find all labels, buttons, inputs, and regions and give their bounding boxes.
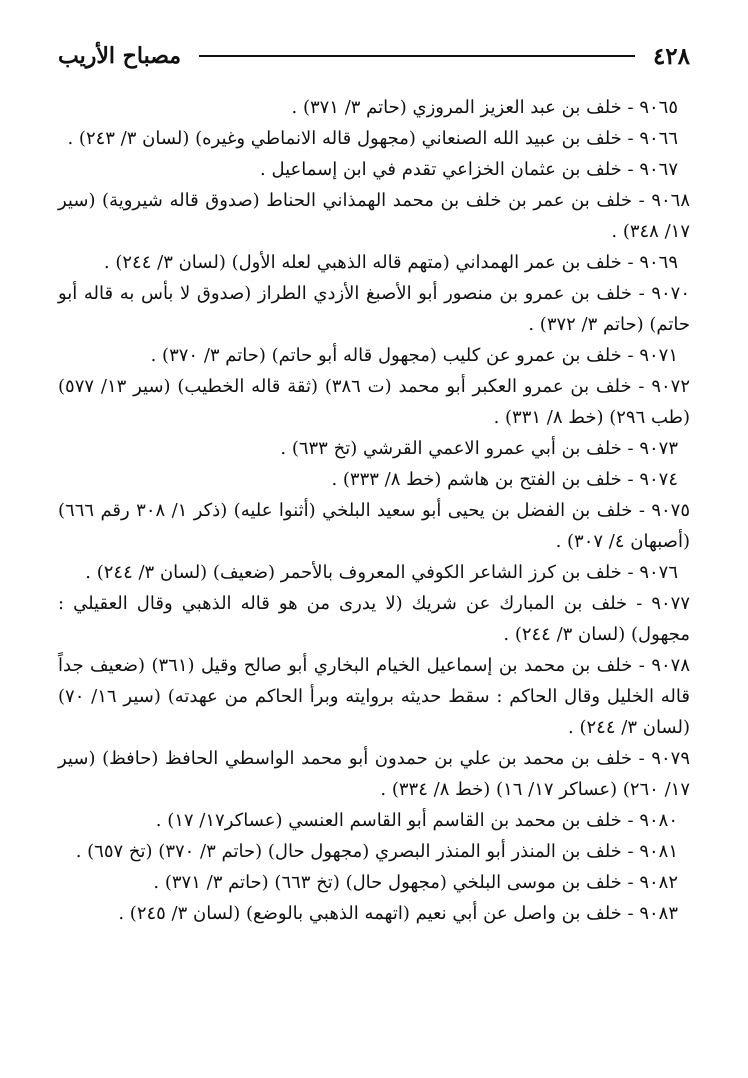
entry-9078: ٩٠٧٨ - خلف بن محمد بن إسماعيل الخيام البخاري أبو صالح وقيل (٣٦١) (ضعيف جداً قاله الخليل وقال الحاكم : سقط حديثه بروايته وبرأ الحاكم من عهدته) (سير ١٦/ ٧٠) (لسان ٣/ ٢٤٤) . xyxy=(58,655,690,738)
entry-9082: ٩٠٨٢ - خلف بن موسى البلخي (مجهول حال) (تخ ٦٦٣) (حاتم ٣/ ٣٧١) . xyxy=(153,872,678,893)
page-number: ٤٢٨ xyxy=(652,42,690,70)
entry-9077: ٩٠٧٧ - خلف بن المبارك عن شريك (لا يدرى من هو قاله الذهبي وقال العقيلي : مجهول) (لسان ٣/ ٢٤٤) . xyxy=(58,593,690,645)
entry-9070: ٩٠٧٠ - خلف بن عمرو بن منصور أبو الأصبغ الأزدي الطراز (صدوق لا بأس به قاله أبو حاتم) (حاتم ٣/ ٣٧٢) . xyxy=(58,283,690,335)
entry-9076: ٩٠٧٦ - خلف بن كرز الشاعر الكوفي المعروف بالأحمر (ضعيف) (لسان ٣/ ٢٤٤) . xyxy=(85,562,678,583)
entry-9073: ٩٠٧٣ - خلف بن أبي عمرو الاعمي القرشي (تخ ٦٣٣) . xyxy=(280,438,678,459)
entry-9068: ٩٠٦٨ - خلف بن عمر بن خلف بن محمد الهمذاني الحناط (صدوق قاله شيروية) (سير ١٧/ ٣٤٨) . xyxy=(58,190,690,242)
entry-9080: ٩٠٨٠ - خلف بن محمد بن القاسم أبو القاسم العنسي (عساكر١٧/ ١٧) . xyxy=(155,810,678,831)
entry-9074: ٩٠٧٤ - خلف بن الفتح بن هاشم (خط ٨/ ٣٣٣) . xyxy=(331,469,678,490)
entry-9075: ٩٠٧٥ - خلف بن الفضل بن يحيى أبو سعيد البلخي (أثنوا عليه) (ذكر ١/ ٣٠٨ رقم ٦٦٦) (أصبهان ٤/ ٣٠٧) . xyxy=(58,500,690,552)
entry-9069: ٩٠٦٩ - خلف بن عمر الهمداني (متهم قاله الذهبي لعله الأول) (لسان ٣/ ٢٤٤) . xyxy=(103,252,678,273)
entries-list xyxy=(58,92,690,929)
entry-9067: ٩٠٦٧ - خلف بن عثمان الخزاعي تقدم في ابن إسماعيل . xyxy=(260,159,678,180)
entry-9071: ٩٠٧١ - خلف بن عمرو عن كليب (مجهول قاله أبو حاتم) (حاتم ٣/ ٣٧٠) . xyxy=(150,345,678,366)
book-title: مصباح الأريب xyxy=(58,43,182,69)
entry-9072: ٩٠٧٢ - خلف بن عمرو العكبر أبو محمد (ت ٣٨٦) (ثقة قاله الخطيب) (سير ١٣/ ٥٧٧) (طب ٢٩٦) (خط ٨/ ٣٣١) . xyxy=(58,376,690,428)
entry-9081: ٩٠٨١ - خلف بن المنذر أبو المنذر البصري (مجهول حال) (حاتم ٣/ ٣٧٠) (تخ ٦٥٧) . xyxy=(75,841,678,862)
header-rule xyxy=(199,55,635,57)
entry-9065: ٩٠٦٥ - خلف بن عبد العزيز المروزي (حاتم ٣/ ٣٧١) . xyxy=(291,97,678,118)
entry-9079: ٩٠٧٩ - خلف بن محمد بن علي بن حمدون أبو محمد الواسطي الحافظ (حافظ) (سير ١٧/ ٢٦٠) (عساكر ١٧/ ١٦) (خط ٨/ ٣٣٤) . xyxy=(58,748,690,800)
entry-9066: ٩٠٦٦ - خلف بن عبيد الله الصنعاني (مجهول قاله الانماطي وغيره) (لسان ٣/ ٢٤٣) . xyxy=(67,128,678,149)
running-header xyxy=(58,38,690,74)
entry-9083: ٩٠٨٣ - خلف بن واصل عن أبي نعيم (اتهمه الذهبي بالوضع) (لسان ٣/ ٢٤٥) . xyxy=(118,903,678,924)
